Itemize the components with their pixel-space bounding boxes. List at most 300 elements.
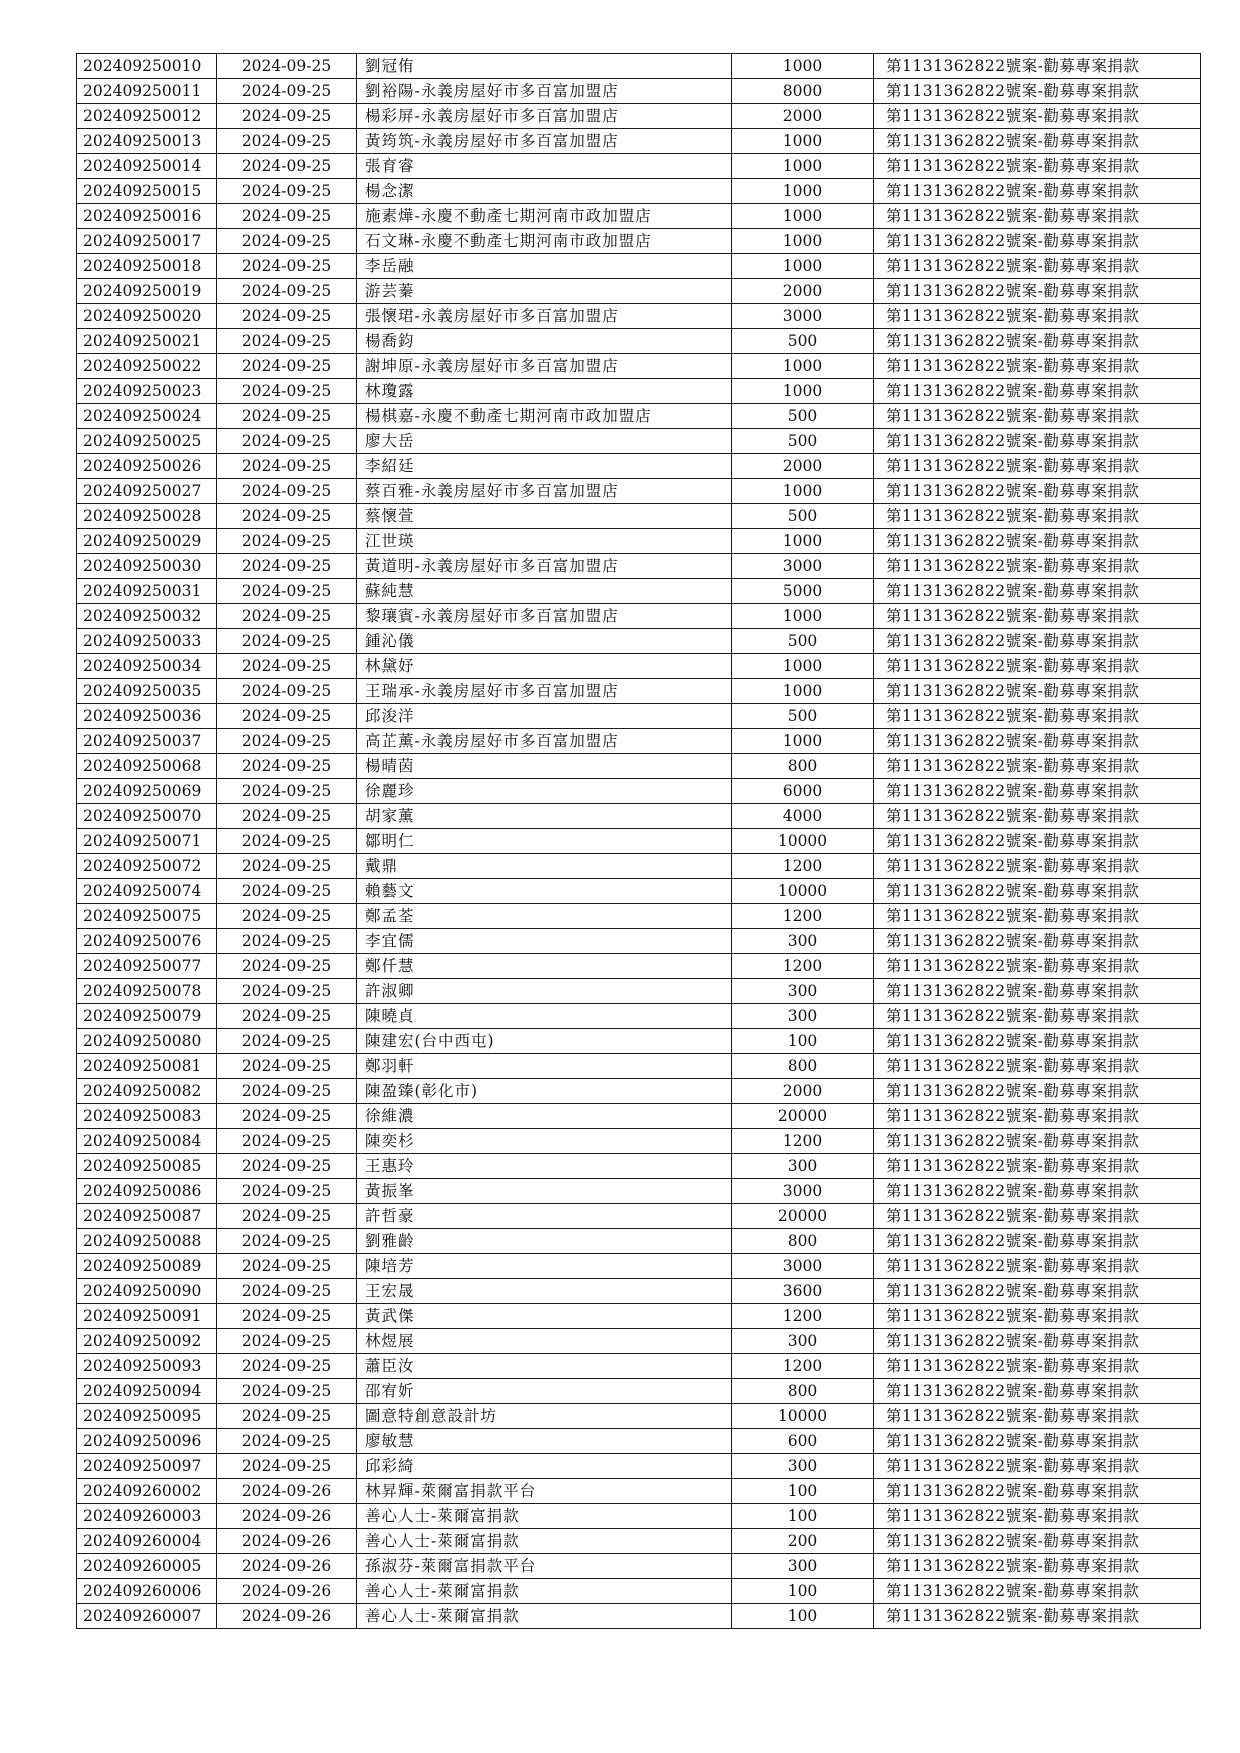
donor-name-cell: 鄭孟荃 — [357, 904, 732, 929]
table-row — [77, 1229, 1201, 1254]
donation-purpose-cell: 第1131362822號案-勸募專案捐款 — [874, 979, 1201, 1004]
donation-purpose-cell: 第1131362822號案-勸募專案捐款 — [874, 504, 1201, 529]
receipt-number-cell: 202409250092 — [77, 1329, 217, 1354]
donation-purpose-cell: 第1131362822號案-勸募專案捐款 — [874, 854, 1201, 879]
receipt-number-cell: 202409250026 — [77, 454, 217, 479]
donor-name-cell: 王宏晟 — [357, 1279, 732, 1304]
donation-amount-cell: 300 — [732, 929, 874, 954]
donation-date-cell: 2024-09-25 — [217, 529, 357, 554]
receipt-number-cell: 202409250027 — [77, 479, 217, 504]
table-row — [77, 929, 1201, 954]
table-row — [77, 1029, 1201, 1054]
donor-name-cell: 徐麗珍 — [357, 779, 732, 804]
donation-purpose-cell: 第1131362822號案-勸募專案捐款 — [874, 1354, 1201, 1379]
receipt-number-cell: 202409250097 — [77, 1454, 217, 1479]
table-row — [77, 704, 1201, 729]
table-row — [77, 1379, 1201, 1404]
donation-amount-cell: 3000 — [732, 554, 874, 579]
donation-amount-cell: 300 — [732, 1004, 874, 1029]
donation-amount-cell: 20000 — [732, 1204, 874, 1229]
table-row — [77, 604, 1201, 629]
receipt-number-cell: 202409250014 — [77, 154, 217, 179]
donation-date-cell: 2024-09-25 — [217, 504, 357, 529]
receipt-number-cell: 202409250032 — [77, 604, 217, 629]
donation-date-cell: 2024-09-25 — [217, 1104, 357, 1129]
donation-date-cell: 2024-09-25 — [217, 429, 357, 454]
receipt-number-cell: 202409250025 — [77, 429, 217, 454]
receipt-number-cell: 202409250036 — [77, 704, 217, 729]
donation-purpose-cell: 第1131362822號案-勸募專案捐款 — [874, 1329, 1201, 1354]
donation-purpose-cell: 第1131362822號案-勸募專案捐款 — [874, 1154, 1201, 1179]
donation-purpose-cell: 第1131362822號案-勸募專案捐款 — [874, 629, 1201, 654]
receipt-number-cell: 202409250094 — [77, 1379, 217, 1404]
donation-amount-cell: 300 — [732, 1454, 874, 1479]
donation-amount-cell: 100 — [732, 1504, 874, 1529]
table-row — [77, 154, 1201, 179]
donation-date-cell: 2024-09-25 — [217, 404, 357, 429]
receipt-number-cell: 202409260006 — [77, 1579, 217, 1604]
donation-date-cell: 2024-09-25 — [217, 79, 357, 104]
receipt-number-cell: 202409250086 — [77, 1179, 217, 1204]
donation-purpose-cell: 第1131362822號案-勸募專案捐款 — [874, 804, 1201, 829]
donation-amount-cell: 1200 — [732, 954, 874, 979]
donor-name-cell: 劉雅齡 — [357, 1229, 732, 1254]
donor-name-cell: 游芸蓁 — [357, 279, 732, 304]
table-row — [77, 204, 1201, 229]
donation-amount-cell: 1200 — [732, 1304, 874, 1329]
donation-date-cell: 2024-09-25 — [217, 879, 357, 904]
donation-amount-cell: 2000 — [732, 104, 874, 129]
donation-purpose-cell: 第1131362822號案-勸募專案捐款 — [874, 1454, 1201, 1479]
table-row — [77, 829, 1201, 854]
donation-date-cell: 2024-09-26 — [217, 1604, 357, 1629]
receipt-number-cell: 202409250029 — [77, 529, 217, 554]
donation-purpose-cell: 第1131362822號案-勸募專案捐款 — [874, 479, 1201, 504]
donation-date-cell: 2024-09-25 — [217, 279, 357, 304]
donation-amount-cell: 200 — [732, 1529, 874, 1554]
receipt-number-cell: 202409260005 — [77, 1554, 217, 1579]
donor-name-cell: 林瓊露 — [357, 379, 732, 404]
table-row — [77, 504, 1201, 529]
donation-purpose-cell: 第1131362822號案-勸募專案捐款 — [874, 654, 1201, 679]
donation-date-cell: 2024-09-25 — [217, 329, 357, 354]
donation-date-cell: 2024-09-25 — [217, 604, 357, 629]
table-row — [77, 579, 1201, 604]
table-row — [77, 879, 1201, 904]
donation-amount-cell: 1000 — [732, 254, 874, 279]
donor-name-cell: 劉冠侑 — [357, 54, 732, 79]
table-row — [77, 1254, 1201, 1279]
donation-amount-cell: 1000 — [732, 179, 874, 204]
table-row — [77, 54, 1201, 79]
receipt-number-cell: 202409250074 — [77, 879, 217, 904]
receipt-number-cell: 202409250024 — [77, 404, 217, 429]
donation-amount-cell: 1200 — [732, 904, 874, 929]
receipt-number-cell: 202409250030 — [77, 554, 217, 579]
donor-name-cell: 賴藝文 — [357, 879, 732, 904]
donation-amount-cell: 300 — [732, 1154, 874, 1179]
donation-amount-cell: 100 — [732, 1604, 874, 1629]
donation-purpose-cell: 第1131362822號案-勸募專案捐款 — [874, 1204, 1201, 1229]
donation-purpose-cell: 第1131362822號案-勸募專案捐款 — [874, 304, 1201, 329]
donation-date-cell: 2024-09-25 — [217, 1179, 357, 1204]
donation-date-cell: 2024-09-25 — [217, 1354, 357, 1379]
table-row — [77, 1079, 1201, 1104]
table-row — [77, 979, 1201, 1004]
donation-amount-cell: 600 — [732, 1429, 874, 1454]
table-row — [77, 679, 1201, 704]
donation-date-cell: 2024-09-25 — [217, 204, 357, 229]
donor-name-cell: 戴鼎 — [357, 854, 732, 879]
receipt-number-cell: 202409250013 — [77, 129, 217, 154]
donation-date-cell: 2024-09-25 — [217, 654, 357, 679]
table-row — [77, 254, 1201, 279]
donation-amount-cell: 20000 — [732, 1104, 874, 1129]
donor-name-cell: 楊棋嘉-永慶不動產七期河南市政加盟店 — [357, 404, 732, 429]
donation-date-cell: 2024-09-25 — [217, 154, 357, 179]
table-row — [77, 404, 1201, 429]
donation-purpose-cell: 第1131362822號案-勸募專案捐款 — [874, 704, 1201, 729]
table-row — [77, 1579, 1201, 1604]
donation-amount-cell: 1000 — [732, 679, 874, 704]
table-row — [77, 1179, 1201, 1204]
donation-date-cell: 2024-09-25 — [217, 804, 357, 829]
donation-purpose-cell: 第1131362822號案-勸募專案捐款 — [874, 454, 1201, 479]
donor-name-cell: 黃道明-永義房屋好市多百富加盟店 — [357, 554, 732, 579]
donation-date-cell: 2024-09-25 — [217, 1379, 357, 1404]
donation-amount-cell: 300 — [732, 1554, 874, 1579]
donation-purpose-cell: 第1131362822號案-勸募專案捐款 — [874, 829, 1201, 854]
donation-date-cell: 2024-09-26 — [217, 1479, 357, 1504]
donation-date-cell: 2024-09-25 — [217, 929, 357, 954]
donation-date-cell: 2024-09-25 — [217, 379, 357, 404]
donation-date-cell: 2024-09-25 — [217, 254, 357, 279]
donation-purpose-cell: 第1131362822號案-勸募專案捐款 — [874, 129, 1201, 154]
table-row — [77, 229, 1201, 254]
donor-name-cell: 李宜儒 — [357, 929, 732, 954]
receipt-number-cell: 202409250010 — [77, 54, 217, 79]
donation-date-cell: 2024-09-25 — [217, 854, 357, 879]
receipt-number-cell: 202409250093 — [77, 1354, 217, 1379]
receipt-number-cell: 202409250083 — [77, 1104, 217, 1129]
donor-name-cell: 林黛妤 — [357, 654, 732, 679]
donation-purpose-cell: 第1131362822號案-勸募專案捐款 — [874, 1554, 1201, 1579]
table-row — [77, 1329, 1201, 1354]
donation-purpose-cell: 第1131362822號案-勸募專案捐款 — [874, 1404, 1201, 1429]
donor-name-cell: 王瑞承-永義房屋好市多百富加盟店 — [357, 679, 732, 704]
donation-date-cell: 2024-09-25 — [217, 1279, 357, 1304]
donor-name-cell: 蘇純慧 — [357, 579, 732, 604]
receipt-number-cell: 202409250089 — [77, 1254, 217, 1279]
donor-name-cell: 陳培芳 — [357, 1254, 732, 1279]
donation-date-cell: 2024-09-25 — [217, 1004, 357, 1029]
table-row — [77, 379, 1201, 404]
donor-name-cell: 張育睿 — [357, 154, 732, 179]
donation-date-cell: 2024-09-25 — [217, 1079, 357, 1104]
receipt-number-cell: 202409250019 — [77, 279, 217, 304]
donation-purpose-cell: 第1131362822號案-勸募專案捐款 — [874, 404, 1201, 429]
donation-amount-cell: 300 — [732, 1329, 874, 1354]
receipt-number-cell: 202409250087 — [77, 1204, 217, 1229]
donation-date-cell: 2024-09-25 — [217, 1429, 357, 1454]
table-row — [77, 1404, 1201, 1429]
donor-name-cell: 圖意特創意設計坊 — [357, 1404, 732, 1429]
donation-purpose-cell: 第1131362822號案-勸募專案捐款 — [874, 179, 1201, 204]
table-row — [77, 754, 1201, 779]
receipt-number-cell: 202409250071 — [77, 829, 217, 854]
donation-purpose-cell: 第1131362822號案-勸募專案捐款 — [874, 254, 1201, 279]
receipt-number-cell: 202409250011 — [77, 79, 217, 104]
donation-date-cell: 2024-09-26 — [217, 1529, 357, 1554]
receipt-number-cell: 202409250079 — [77, 1004, 217, 1029]
table-row — [77, 1004, 1201, 1029]
donation-amount-cell: 5000 — [732, 579, 874, 604]
donor-name-cell: 楊彩屏-永義房屋好市多百富加盟店 — [357, 104, 732, 129]
donation-amount-cell: 1000 — [732, 604, 874, 629]
receipt-number-cell: 202409250034 — [77, 654, 217, 679]
donor-name-cell: 邱彩綺 — [357, 1454, 732, 1479]
table-row — [77, 304, 1201, 329]
receipt-number-cell: 202409260004 — [77, 1529, 217, 1554]
donor-name-cell: 許淑卿 — [357, 979, 732, 1004]
donor-name-cell: 廖大岳 — [357, 429, 732, 454]
table-row — [77, 1429, 1201, 1454]
donation-purpose-cell: 第1131362822號案-勸募專案捐款 — [874, 379, 1201, 404]
table-row — [77, 329, 1201, 354]
donor-name-cell: 高芷薰-永義房屋好市多百富加盟店 — [357, 729, 732, 754]
donation-date-cell: 2024-09-25 — [217, 679, 357, 704]
receipt-number-cell: 202409250082 — [77, 1079, 217, 1104]
donation-purpose-cell: 第1131362822號案-勸募專案捐款 — [874, 1054, 1201, 1079]
table-row — [77, 429, 1201, 454]
donation-purpose-cell: 第1131362822號案-勸募專案捐款 — [874, 679, 1201, 704]
donation-date-cell: 2024-09-25 — [217, 954, 357, 979]
table-row — [77, 1604, 1201, 1629]
donation-date-cell: 2024-09-25 — [217, 979, 357, 1004]
donation-amount-cell: 1200 — [732, 854, 874, 879]
donor-name-cell: 黃振峯 — [357, 1179, 732, 1204]
donation-purpose-cell: 第1131362822號案-勸募專案捐款 — [874, 1179, 1201, 1204]
donation-amount-cell: 3600 — [732, 1279, 874, 1304]
donation-purpose-cell: 第1131362822號案-勸募專案捐款 — [874, 579, 1201, 604]
donation-date-cell: 2024-09-25 — [217, 1454, 357, 1479]
donation-purpose-cell: 第1131362822號案-勸募專案捐款 — [874, 329, 1201, 354]
table-row — [77, 1454, 1201, 1479]
donor-name-cell: 林昇輝-萊爾富捐款平台 — [357, 1479, 732, 1504]
donation-purpose-cell: 第1131362822號案-勸募專案捐款 — [874, 1579, 1201, 1604]
donation-amount-cell: 500 — [732, 629, 874, 654]
receipt-number-cell: 202409250069 — [77, 779, 217, 804]
receipt-number-cell: 202409250070 — [77, 804, 217, 829]
donor-name-cell: 施素燁-永慶不動產七期河南市政加盟店 — [357, 204, 732, 229]
donation-amount-cell: 2000 — [732, 1079, 874, 1104]
donation-date-cell: 2024-09-25 — [217, 229, 357, 254]
receipt-number-cell: 202409250084 — [77, 1129, 217, 1154]
donation-date-cell: 2024-09-25 — [217, 1304, 357, 1329]
donation-purpose-cell: 第1131362822號案-勸募專案捐款 — [874, 1254, 1201, 1279]
table-row — [77, 804, 1201, 829]
donor-name-cell: 邵宥妡 — [357, 1379, 732, 1404]
donation-date-cell: 2024-09-25 — [217, 704, 357, 729]
donor-name-cell: 劉裕陽-永義房屋好市多百富加盟店 — [357, 79, 732, 104]
table-row — [77, 1054, 1201, 1079]
receipt-number-cell: 202409250091 — [77, 1304, 217, 1329]
table-row — [77, 654, 1201, 679]
donation-date-cell: 2024-09-25 — [217, 754, 357, 779]
donor-name-cell: 孫淑芬-萊爾富捐款平台 — [357, 1554, 732, 1579]
donation-date-cell: 2024-09-25 — [217, 1204, 357, 1229]
donor-name-cell: 善心人士-萊爾富捐款 — [357, 1504, 732, 1529]
table-row — [77, 1154, 1201, 1179]
donation-date-cell: 2024-09-25 — [217, 779, 357, 804]
donor-name-cell: 楊念潔 — [357, 179, 732, 204]
donation-amount-cell: 800 — [732, 1054, 874, 1079]
donation-date-cell: 2024-09-25 — [217, 104, 357, 129]
receipt-number-cell: 202409250078 — [77, 979, 217, 1004]
receipt-number-cell: 202409250088 — [77, 1229, 217, 1254]
donor-name-cell: 廖敏慧 — [357, 1429, 732, 1454]
table-row — [77, 954, 1201, 979]
table-row — [77, 629, 1201, 654]
donation-date-cell: 2024-09-25 — [217, 1254, 357, 1279]
receipt-number-cell: 202409250015 — [77, 179, 217, 204]
donation-amount-cell: 100 — [732, 1029, 874, 1054]
donation-amount-cell: 1000 — [732, 54, 874, 79]
receipt-number-cell: 202409250076 — [77, 929, 217, 954]
donation-purpose-cell: 第1131362822號案-勸募專案捐款 — [874, 879, 1201, 904]
table-row — [77, 79, 1201, 104]
donation-purpose-cell: 第1131362822號案-勸募專案捐款 — [874, 104, 1201, 129]
donation-date-cell: 2024-09-25 — [217, 579, 357, 604]
donation-date-cell: 2024-09-25 — [217, 904, 357, 929]
donation-purpose-cell: 第1131362822號案-勸募專案捐款 — [874, 1029, 1201, 1054]
donation-amount-cell: 8000 — [732, 79, 874, 104]
donation-amount-cell: 10000 — [732, 829, 874, 854]
donor-name-cell: 許哲豪 — [357, 1204, 732, 1229]
donor-name-cell: 張懷珺-永義房屋好市多百富加盟店 — [357, 304, 732, 329]
donor-name-cell: 石文琳-永慶不動產七期河南市政加盟店 — [357, 229, 732, 254]
receipt-number-cell: 202409250068 — [77, 754, 217, 779]
donation-table-body — [77, 54, 1201, 1629]
table-row — [77, 729, 1201, 754]
receipt-number-cell: 202409250072 — [77, 854, 217, 879]
donation-purpose-cell: 第1131362822號案-勸募專案捐款 — [874, 1479, 1201, 1504]
receipt-number-cell: 202409250012 — [77, 104, 217, 129]
receipt-number-cell: 202409250085 — [77, 1154, 217, 1179]
donation-date-cell: 2024-09-25 — [217, 729, 357, 754]
donation-amount-cell: 1000 — [732, 729, 874, 754]
table-row — [77, 179, 1201, 204]
receipt-number-cell: 202409250096 — [77, 1429, 217, 1454]
receipt-number-cell: 202409260002 — [77, 1479, 217, 1504]
receipt-number-cell: 202409250021 — [77, 329, 217, 354]
donation-purpose-cell: 第1131362822號案-勸募專案捐款 — [874, 529, 1201, 554]
donation-purpose-cell: 第1131362822號案-勸募專案捐款 — [874, 554, 1201, 579]
donor-name-cell: 蔡百雅-永義房屋好市多百富加盟店 — [357, 479, 732, 504]
donation-amount-cell: 1000 — [732, 379, 874, 404]
table-row — [77, 354, 1201, 379]
donation-purpose-cell: 第1131362822號案-勸募專案捐款 — [874, 754, 1201, 779]
donation-amount-cell: 500 — [732, 704, 874, 729]
donation-amount-cell: 500 — [732, 329, 874, 354]
donor-name-cell: 鄭仟慧 — [357, 954, 732, 979]
table-row — [77, 104, 1201, 129]
donor-name-cell: 善心人士-萊爾富捐款 — [357, 1529, 732, 1554]
table-row — [77, 1129, 1201, 1154]
donation-purpose-cell: 第1131362822號案-勸募專案捐款 — [874, 1004, 1201, 1029]
donation-amount-cell: 6000 — [732, 779, 874, 804]
donor-name-cell: 鄭羽軒 — [357, 1054, 732, 1079]
receipt-number-cell: 202409250020 — [77, 304, 217, 329]
donation-amount-cell: 500 — [732, 429, 874, 454]
donation-purpose-cell: 第1131362822號案-勸募專案捐款 — [874, 1129, 1201, 1154]
donor-name-cell: 黎瓖賓-永義房屋好市多百富加盟店 — [357, 604, 732, 629]
receipt-number-cell: 202409250016 — [77, 204, 217, 229]
receipt-number-cell: 202409250022 — [77, 354, 217, 379]
donation-amount-cell: 1000 — [732, 354, 874, 379]
donor-name-cell: 黃筠筑-永義房屋好市多百富加盟店 — [357, 129, 732, 154]
donation-amount-cell: 10000 — [732, 1404, 874, 1429]
table-row — [77, 779, 1201, 804]
donation-date-cell: 2024-09-25 — [217, 1229, 357, 1254]
donation-amount-cell: 100 — [732, 1579, 874, 1604]
table-row — [77, 554, 1201, 579]
donation-date-cell: 2024-09-25 — [217, 479, 357, 504]
receipt-number-cell: 202409250023 — [77, 379, 217, 404]
donation-amount-cell: 4000 — [732, 804, 874, 829]
receipt-number-cell: 202409260003 — [77, 1504, 217, 1529]
table-row — [77, 479, 1201, 504]
donor-name-cell: 陳盈臻(彰化市) — [357, 1079, 732, 1104]
donation-purpose-cell: 第1131362822號案-勸募專案捐款 — [874, 229, 1201, 254]
donor-name-cell: 王惠玲 — [357, 1154, 732, 1179]
donation-date-cell: 2024-09-25 — [217, 829, 357, 854]
table-row — [77, 1304, 1201, 1329]
donation-date-cell: 2024-09-26 — [217, 1579, 357, 1604]
receipt-number-cell: 202409250037 — [77, 729, 217, 754]
donation-purpose-cell: 第1131362822號案-勸募專案捐款 — [874, 729, 1201, 754]
donor-name-cell: 楊喬鈞 — [357, 329, 732, 354]
table-row — [77, 854, 1201, 879]
donation-date-cell: 2024-09-25 — [217, 1029, 357, 1054]
donor-name-cell: 黃武傑 — [357, 1304, 732, 1329]
donation-purpose-cell: 第1131362822號案-勸募專案捐款 — [874, 1604, 1201, 1629]
donation-purpose-cell: 第1131362822號案-勸募專案捐款 — [874, 1429, 1201, 1454]
donation-amount-cell: 1000 — [732, 129, 874, 154]
donation-amount-cell: 800 — [732, 1229, 874, 1254]
receipt-number-cell: 202409250033 — [77, 629, 217, 654]
table-row — [77, 1529, 1201, 1554]
donation-amount-cell: 100 — [732, 1479, 874, 1504]
table-row — [77, 1354, 1201, 1379]
donor-name-cell: 江世瑛 — [357, 529, 732, 554]
table-row — [77, 129, 1201, 154]
donation-amount-cell: 1000 — [732, 204, 874, 229]
donor-name-cell: 陳曉貞 — [357, 1004, 732, 1029]
donation-amount-cell: 1200 — [732, 1129, 874, 1154]
table-row — [77, 1479, 1201, 1504]
donation-purpose-cell: 第1131362822號案-勸募專案捐款 — [874, 1229, 1201, 1254]
donation-purpose-cell: 第1131362822號案-勸募專案捐款 — [874, 1304, 1201, 1329]
donation-amount-cell: 1000 — [732, 154, 874, 179]
donation-date-cell: 2024-09-25 — [217, 304, 357, 329]
donation-amount-cell: 1000 — [732, 654, 874, 679]
donation-purpose-cell: 第1131362822號案-勸募專案捐款 — [874, 1104, 1201, 1129]
donation-amount-cell: 3000 — [732, 1254, 874, 1279]
donation-purpose-cell: 第1131362822號案-勸募專案捐款 — [874, 154, 1201, 179]
table-row — [77, 1104, 1201, 1129]
donation-purpose-cell: 第1131362822號案-勸募專案捐款 — [874, 354, 1201, 379]
